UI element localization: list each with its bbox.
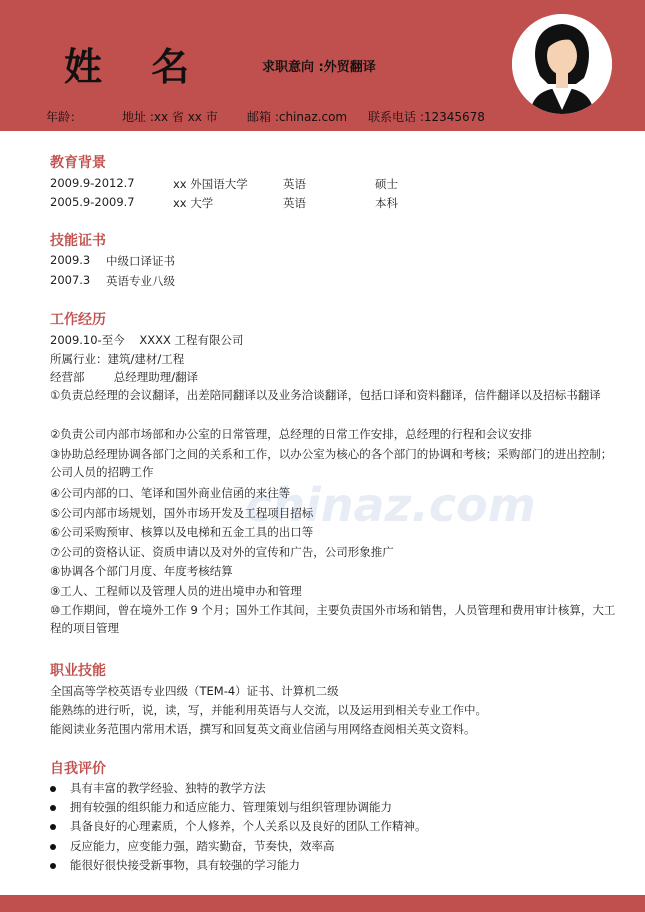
self-item: 拥有较强的组织能力和适应能力、管理策划与组织管理协调能力 bbox=[50, 799, 392, 815]
work-duty: ③协助总经理协调各部门之间的关系和工作，以办公室为核心的各个部门的协调和考核；采购部门的进出控制；公司人员的招聘工作 bbox=[50, 447, 613, 479]
bullet-icon bbox=[50, 844, 56, 850]
footer-band bbox=[0, 895, 645, 912]
work-company: 2009.10-至今 XXXX 工程有限公司 bbox=[50, 333, 244, 347]
email-field: 邮箱 :chinaz.com bbox=[247, 110, 348, 124]
job-objective: 求职意向 :外贸翻译 bbox=[262, 60, 376, 75]
work-duty: ②负责公司内部市场部和办公室的日常管理，总经理的日常工作安排，总经理的行程和会议安排 bbox=[50, 427, 532, 441]
bullet-icon bbox=[50, 863, 56, 869]
watermark: chinaz.com bbox=[245, 478, 536, 532]
edu-degree: 硕士 bbox=[375, 177, 398, 191]
edu-major: 英语 bbox=[283, 177, 306, 191]
edu-school: xx 外国语大学 bbox=[173, 177, 248, 191]
bullet-icon bbox=[50, 805, 56, 811]
work-duty: ⑤公司内部市场规划，国外市场开发及工程项目招标 bbox=[50, 506, 314, 520]
edu-school: xx 大学 bbox=[173, 196, 214, 210]
name-title: 姓 名 bbox=[64, 45, 208, 89]
bullet-icon bbox=[50, 786, 56, 792]
work-duty: ④公司内部的口、笔译和国外商业信函的来往等 bbox=[50, 486, 291, 500]
cert-name: 英语专业八级 bbox=[106, 274, 175, 288]
cert-name: 中级口译证书 bbox=[106, 254, 175, 268]
skill-item: 能熟练的进行听，说，读，写，并能利用英语与人交流，以及运用到相关专业工作中。 bbox=[50, 703, 487, 717]
self-item: 具有丰富的教学经验、独特的教学方法 bbox=[50, 780, 266, 796]
cert-date: 2007.3 bbox=[50, 273, 91, 287]
education-title: 教育背景 bbox=[50, 155, 106, 171]
edu-date: 2009.9-2012.7 bbox=[50, 176, 135, 190]
age-field: 年龄： bbox=[46, 110, 83, 124]
edu-degree: 本科 bbox=[375, 196, 398, 210]
cert-date: 2009.3 bbox=[50, 253, 91, 267]
self-title: 自我评价 bbox=[50, 761, 106, 777]
address-field: 地址 :xx 省 xx 市 bbox=[122, 110, 218, 124]
edu-major: 英语 bbox=[283, 196, 306, 210]
self-item: 反应能力，应变能力强，踏实勤奋，节奏快，效率高 bbox=[50, 838, 335, 854]
work-duty: ⑩工作期间，曾在境外工作 9 个月；国外工作其间，主要负责国外市场和销售，人员管理和费用审计核算，大工程的项目管理 bbox=[50, 603, 616, 635]
avatar bbox=[512, 14, 612, 114]
person-avatar-icon bbox=[512, 14, 612, 114]
header-band bbox=[0, 0, 645, 131]
work-industry: 所属行业：建筑/建材/工程 bbox=[50, 352, 185, 366]
work-title: 工作经历 bbox=[50, 312, 106, 328]
skill-item: 全国高等学校英语专业四级（TEM-4）证书、计算机二级 bbox=[50, 684, 339, 698]
skill-item: 能阅读业务范围内常用术语，撰写和回复英文商业信函与用网络查阅相关英文资料。 bbox=[50, 722, 476, 736]
work-duty: ⑨工人、工程师以及管理人员的进出境申办和管理 bbox=[50, 584, 302, 598]
bullet-icon bbox=[50, 824, 56, 830]
self-item: 具备良好的心理素质，个人修养，个人关系以及良好的团队工作精神。 bbox=[50, 818, 427, 834]
certs-title: 技能证书 bbox=[50, 233, 106, 249]
phone-field: 联系电话 :12345678 bbox=[368, 110, 485, 124]
work-position: 经营部 总经理助理/翻译 bbox=[50, 370, 199, 384]
work-duty: ⑧协调各个部门月度、年度考核结算 bbox=[50, 564, 233, 578]
work-duty: ⑥公司采购预审、核算以及电梯和五金工具的出口等 bbox=[50, 525, 314, 539]
self-item: 能很好很快接受新事物，具有较强的学习能力 bbox=[50, 857, 300, 873]
work-duty: ①负责总经理的会议翻译，出差陪同翻译以及业务洽谈翻译，包括口译和资料翻译，信件翻译以及招标书翻译 bbox=[50, 388, 601, 402]
skills-title: 职业技能 bbox=[50, 663, 106, 679]
edu-date: 2005.9-2009.7 bbox=[50, 195, 135, 209]
work-duty: ⑦公司的资格认证、资质申请以及对外的宣传和广告，公司形象推广 bbox=[50, 545, 394, 559]
